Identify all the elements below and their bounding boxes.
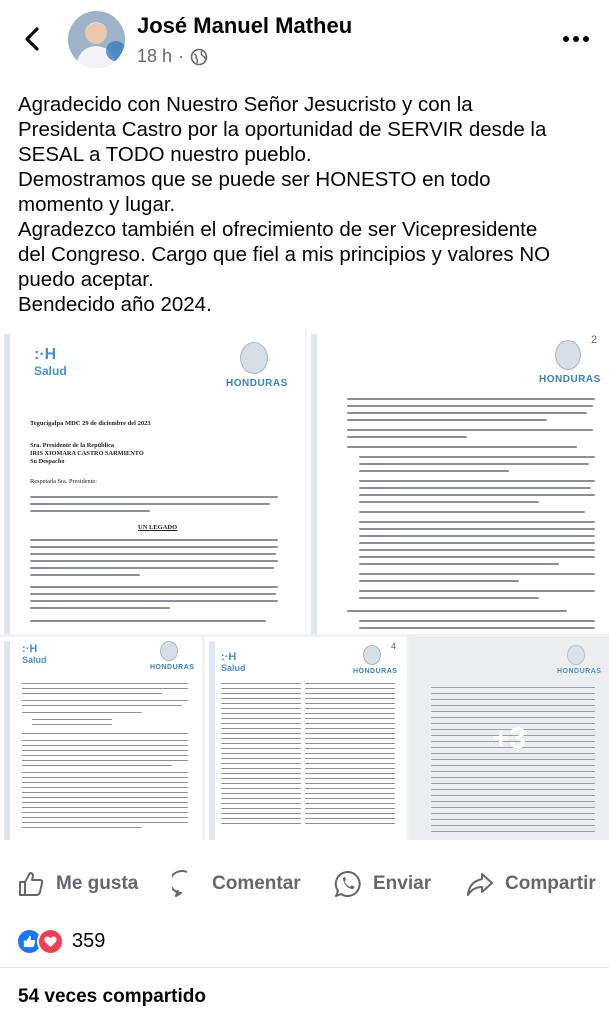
doc-text-line — [359, 456, 595, 458]
doc-text-line — [221, 693, 301, 694]
doc-text-line — [221, 813, 301, 814]
doc-text-line — [305, 728, 395, 729]
doc-text-line — [221, 773, 301, 774]
doc-text-line — [22, 777, 188, 778]
more-options-icon[interactable] — [560, 28, 592, 50]
share-button[interactable] — [465, 860, 596, 908]
document-photo-5[interactable] — [409, 637, 609, 840]
doc-text-line — [359, 487, 591, 489]
doc-text-line — [221, 748, 301, 749]
doc-text-line — [221, 793, 301, 794]
doc-text-line — [221, 818, 301, 819]
heart-icon — [43, 934, 58, 949]
doc-text-line — [305, 788, 395, 789]
honduras-logo-text: HONDURAS — [353, 668, 398, 675]
doc-text-line — [30, 510, 150, 512]
doc-text-line — [221, 703, 301, 704]
post-time[interactable]: 18 h — [137, 46, 173, 66]
doc-text-line — [22, 817, 188, 818]
doc-text-line — [347, 419, 547, 421]
doc-text-line — [221, 738, 301, 739]
doc-text-line — [221, 798, 301, 799]
doc-text-line — [30, 600, 278, 602]
doc-text-line — [305, 758, 395, 759]
post-line: Agradecido con Nuestro Señor Jesucristo y con la — [18, 93, 473, 116]
doc-text-line — [221, 778, 301, 779]
doc-text-line — [305, 718, 395, 719]
doc-text-line — [305, 683, 395, 684]
love-reaction-icon — [37, 928, 64, 955]
salud-logo: :·H — [34, 346, 57, 363]
page-number: 4 — [391, 641, 397, 651]
doc-text-line — [22, 827, 142, 828]
doc-text-line — [359, 501, 539, 503]
doc-text-line — [305, 793, 395, 794]
doc-text-line — [305, 813, 395, 814]
doc-text-line — [305, 688, 395, 689]
doc-text-line — [30, 620, 266, 622]
doc-text-line — [305, 823, 395, 824]
doc-text-line — [359, 597, 539, 599]
doc-text-line — [22, 792, 188, 793]
post-line: SESAL a TODO nuestro pueblo. — [18, 143, 312, 166]
doc-text-line — [221, 768, 301, 769]
doc-text-line — [30, 567, 274, 569]
doc-text-line — [305, 778, 395, 779]
thumbs-up-icon — [16, 869, 46, 899]
doc-addressee-line: Su Despacho — [30, 458, 65, 465]
doc-text-line — [32, 724, 112, 725]
doc-text-line — [359, 556, 595, 558]
salud-logo-text: Salud — [34, 364, 67, 378]
doc-text-line — [359, 620, 595, 622]
honduras-seal-icon — [555, 340, 581, 370]
doc-text-line — [221, 688, 301, 689]
share-count[interactable]: 54 veces compartido — [18, 986, 206, 1007]
honduras-logo-text: HONDURAS — [557, 668, 602, 675]
doc-text-line — [221, 743, 301, 744]
doc-text-line — [32, 719, 112, 720]
doc-text-line — [305, 748, 395, 749]
page-number: 2 — [591, 334, 598, 346]
doc-text-line — [30, 496, 278, 498]
post-actions — [0, 860, 609, 908]
page-margin-strip — [209, 641, 215, 840]
doc-text-line — [22, 782, 188, 783]
photo-grid — [0, 330, 609, 840]
doc-addressee-line: Sra. Presidente de la República — [30, 442, 115, 449]
doc-addressee-line: IRIS XIOMARA CASTRO SARMIENTO — [30, 450, 144, 457]
post-line: puedo aceptar. — [18, 268, 154, 291]
doc-text-line — [221, 808, 301, 809]
doc-text-line — [305, 733, 395, 734]
doc-text-line — [221, 698, 301, 699]
doc-text-line — [22, 688, 188, 689]
doc-text-line — [221, 728, 301, 729]
comment-button[interactable] — [172, 860, 301, 908]
doc-text-line — [30, 586, 278, 588]
doc-text-line — [22, 802, 188, 803]
doc-text-line — [30, 607, 170, 609]
send-label: Enviar — [373, 873, 432, 894]
doc-text-line — [221, 708, 301, 709]
doc-text-line — [305, 723, 395, 724]
doc-text-line — [221, 718, 301, 719]
doc-text-line — [22, 745, 188, 746]
doc-text-line — [221, 763, 301, 764]
doc-text-line — [221, 803, 301, 804]
doc-text-line — [30, 503, 270, 505]
doc-text-line — [22, 750, 188, 751]
post-text — [18, 92, 603, 317]
doc-text-line — [347, 446, 577, 448]
doc-text-line — [359, 549, 595, 551]
doc-text-line — [305, 703, 395, 704]
doc-text-line — [22, 765, 172, 766]
doc-text-line — [305, 708, 395, 709]
post-line: del Congreso. Cargo que fiel a mis principios y valores NO — [18, 243, 551, 266]
doc-text-line — [221, 683, 301, 684]
doc-text-line — [347, 610, 567, 612]
doc-text-line — [359, 528, 595, 530]
doc-text-line — [359, 521, 595, 523]
doc-text-line — [359, 463, 589, 465]
doc-text-line — [305, 738, 395, 739]
document-photo-4[interactable] — [205, 637, 406, 840]
post-meta — [137, 46, 208, 67]
honduras-logo-text: HONDURAS — [226, 378, 288, 389]
profile-photo-icon — [68, 11, 125, 68]
doc-text-line — [305, 783, 395, 784]
post-header — [0, 0, 609, 80]
doc-text-line — [347, 429, 593, 431]
doc-text-line — [221, 753, 301, 754]
doc-text-line — [22, 755, 188, 756]
salud-logo-text: Salud — [221, 663, 246, 673]
whatsapp-icon — [333, 869, 363, 899]
globe-icon — [190, 48, 208, 66]
doc-text-line — [347, 412, 587, 414]
page-margin-strip — [4, 334, 10, 634]
comment-label: Comentar — [212, 873, 301, 894]
comment-bubble-icon — [172, 869, 202, 899]
page-margin-strip — [311, 334, 317, 634]
doc-text-line — [359, 590, 595, 592]
divider — [0, 967, 609, 968]
doc-text-line — [359, 580, 519, 582]
doc-text-line — [305, 773, 395, 774]
doc-text-line — [305, 808, 395, 809]
doc-text-line — [22, 705, 182, 706]
doc-text-line — [22, 712, 142, 713]
doc-text-line — [22, 812, 188, 813]
doc-text-line — [305, 763, 395, 764]
doc-text-line — [305, 803, 395, 804]
doc-text-line — [30, 546, 278, 548]
honduras-seal-icon — [160, 641, 178, 661]
doc-text-line — [221, 713, 301, 714]
doc-text-line — [305, 713, 395, 714]
doc-text-line — [30, 553, 276, 555]
doc-text-line — [22, 760, 188, 761]
doc-text-line — [359, 542, 595, 544]
like-label: Me gusta — [56, 873, 139, 894]
doc-text-line — [221, 783, 301, 784]
doc-text-line — [359, 470, 509, 472]
send-button[interactable] — [333, 860, 431, 908]
reaction-count: 359 — [72, 929, 106, 952]
doc-text-line — [359, 480, 595, 482]
doc-text-line — [22, 787, 188, 788]
avatar[interactable] — [68, 11, 125, 68]
post-line: Bendecido año 2024. — [18, 293, 212, 316]
salud-logo-text: Salud — [22, 655, 47, 665]
doc-text-line — [347, 405, 593, 407]
doc-text-line — [22, 700, 188, 701]
post-line: momento y lugar. — [18, 193, 176, 216]
honduras-seal-icon — [240, 342, 268, 374]
honduras-seal-icon — [363, 645, 381, 665]
doc-text-line — [347, 436, 467, 438]
document-photo-2[interactable] — [307, 330, 609, 634]
doc-text-line — [359, 511, 585, 513]
doc-text-line — [359, 494, 595, 496]
doc-text-line — [305, 768, 395, 769]
salud-logo: :·H — [22, 643, 38, 655]
share-label: Compartir — [505, 873, 596, 894]
doc-text-line — [30, 539, 278, 541]
post-line: Agradezco también el ofrecimiento de ser Vicepresidente — [18, 218, 538, 241]
doc-text-line — [22, 772, 188, 773]
doc-text-line — [359, 627, 595, 629]
salud-logo: :·H — [221, 651, 237, 663]
doc-text-line — [22, 733, 188, 734]
back-arrow-icon[interactable] — [18, 24, 48, 54]
doc-text-line — [221, 723, 301, 724]
doc-text-line — [22, 693, 162, 694]
honduras-logo-text: HONDURAS — [539, 374, 601, 385]
doc-text-line — [22, 807, 188, 808]
doc-text-line — [221, 758, 301, 759]
document-photo-3[interactable] — [0, 637, 202, 840]
doc-text-line — [22, 822, 188, 823]
doc-text-line — [359, 535, 595, 537]
doc-text-line — [305, 798, 395, 799]
reactions-summary[interactable] — [16, 924, 105, 958]
doc-text-line — [30, 593, 276, 595]
more-photos-count: +3 — [491, 721, 527, 755]
doc-text-line — [22, 797, 188, 798]
thumbs-up-icon — [22, 934, 37, 949]
more-photos-overlay[interactable] — [409, 637, 609, 840]
author-name[interactable]: José Manuel Matheu — [137, 13, 353, 38]
doc-text-line — [305, 743, 395, 744]
doc-text-line — [221, 823, 301, 824]
post-line: Demostramos que se puede ser HONESTO en todo — [18, 168, 491, 191]
doc-text-line — [359, 573, 595, 575]
doc-text-line — [305, 818, 395, 819]
doc-text-line — [30, 574, 140, 576]
document-photo-1[interactable] — [0, 330, 305, 634]
doc-date: Tegucigalpa MDC 29 de diciembre del 2023 — [30, 420, 151, 427]
doc-greeting: Respetada Sra. Presidente: — [30, 478, 97, 485]
honduras-logo-text: HONDURAS — [150, 664, 195, 671]
doc-text-line — [221, 788, 301, 789]
doc-text-line — [305, 698, 395, 699]
share-arrow-icon — [465, 869, 495, 899]
doc-text-line — [359, 563, 559, 565]
doc-text-line — [347, 398, 595, 400]
like-button[interactable] — [16, 860, 138, 908]
post-line: Presidenta Castro por la oportunidad de SERVIR desde la — [18, 118, 547, 141]
doc-text-line — [305, 693, 395, 694]
page-margin-strip — [4, 641, 10, 840]
doc-text-line — [305, 753, 395, 754]
doc-text-line — [22, 740, 188, 741]
doc-text-line — [30, 560, 278, 562]
doc-heading: UN LEGADO — [138, 524, 178, 531]
meta-separator: · — [178, 46, 185, 66]
doc-text-line — [22, 683, 188, 684]
doc-text-line — [221, 733, 301, 734]
